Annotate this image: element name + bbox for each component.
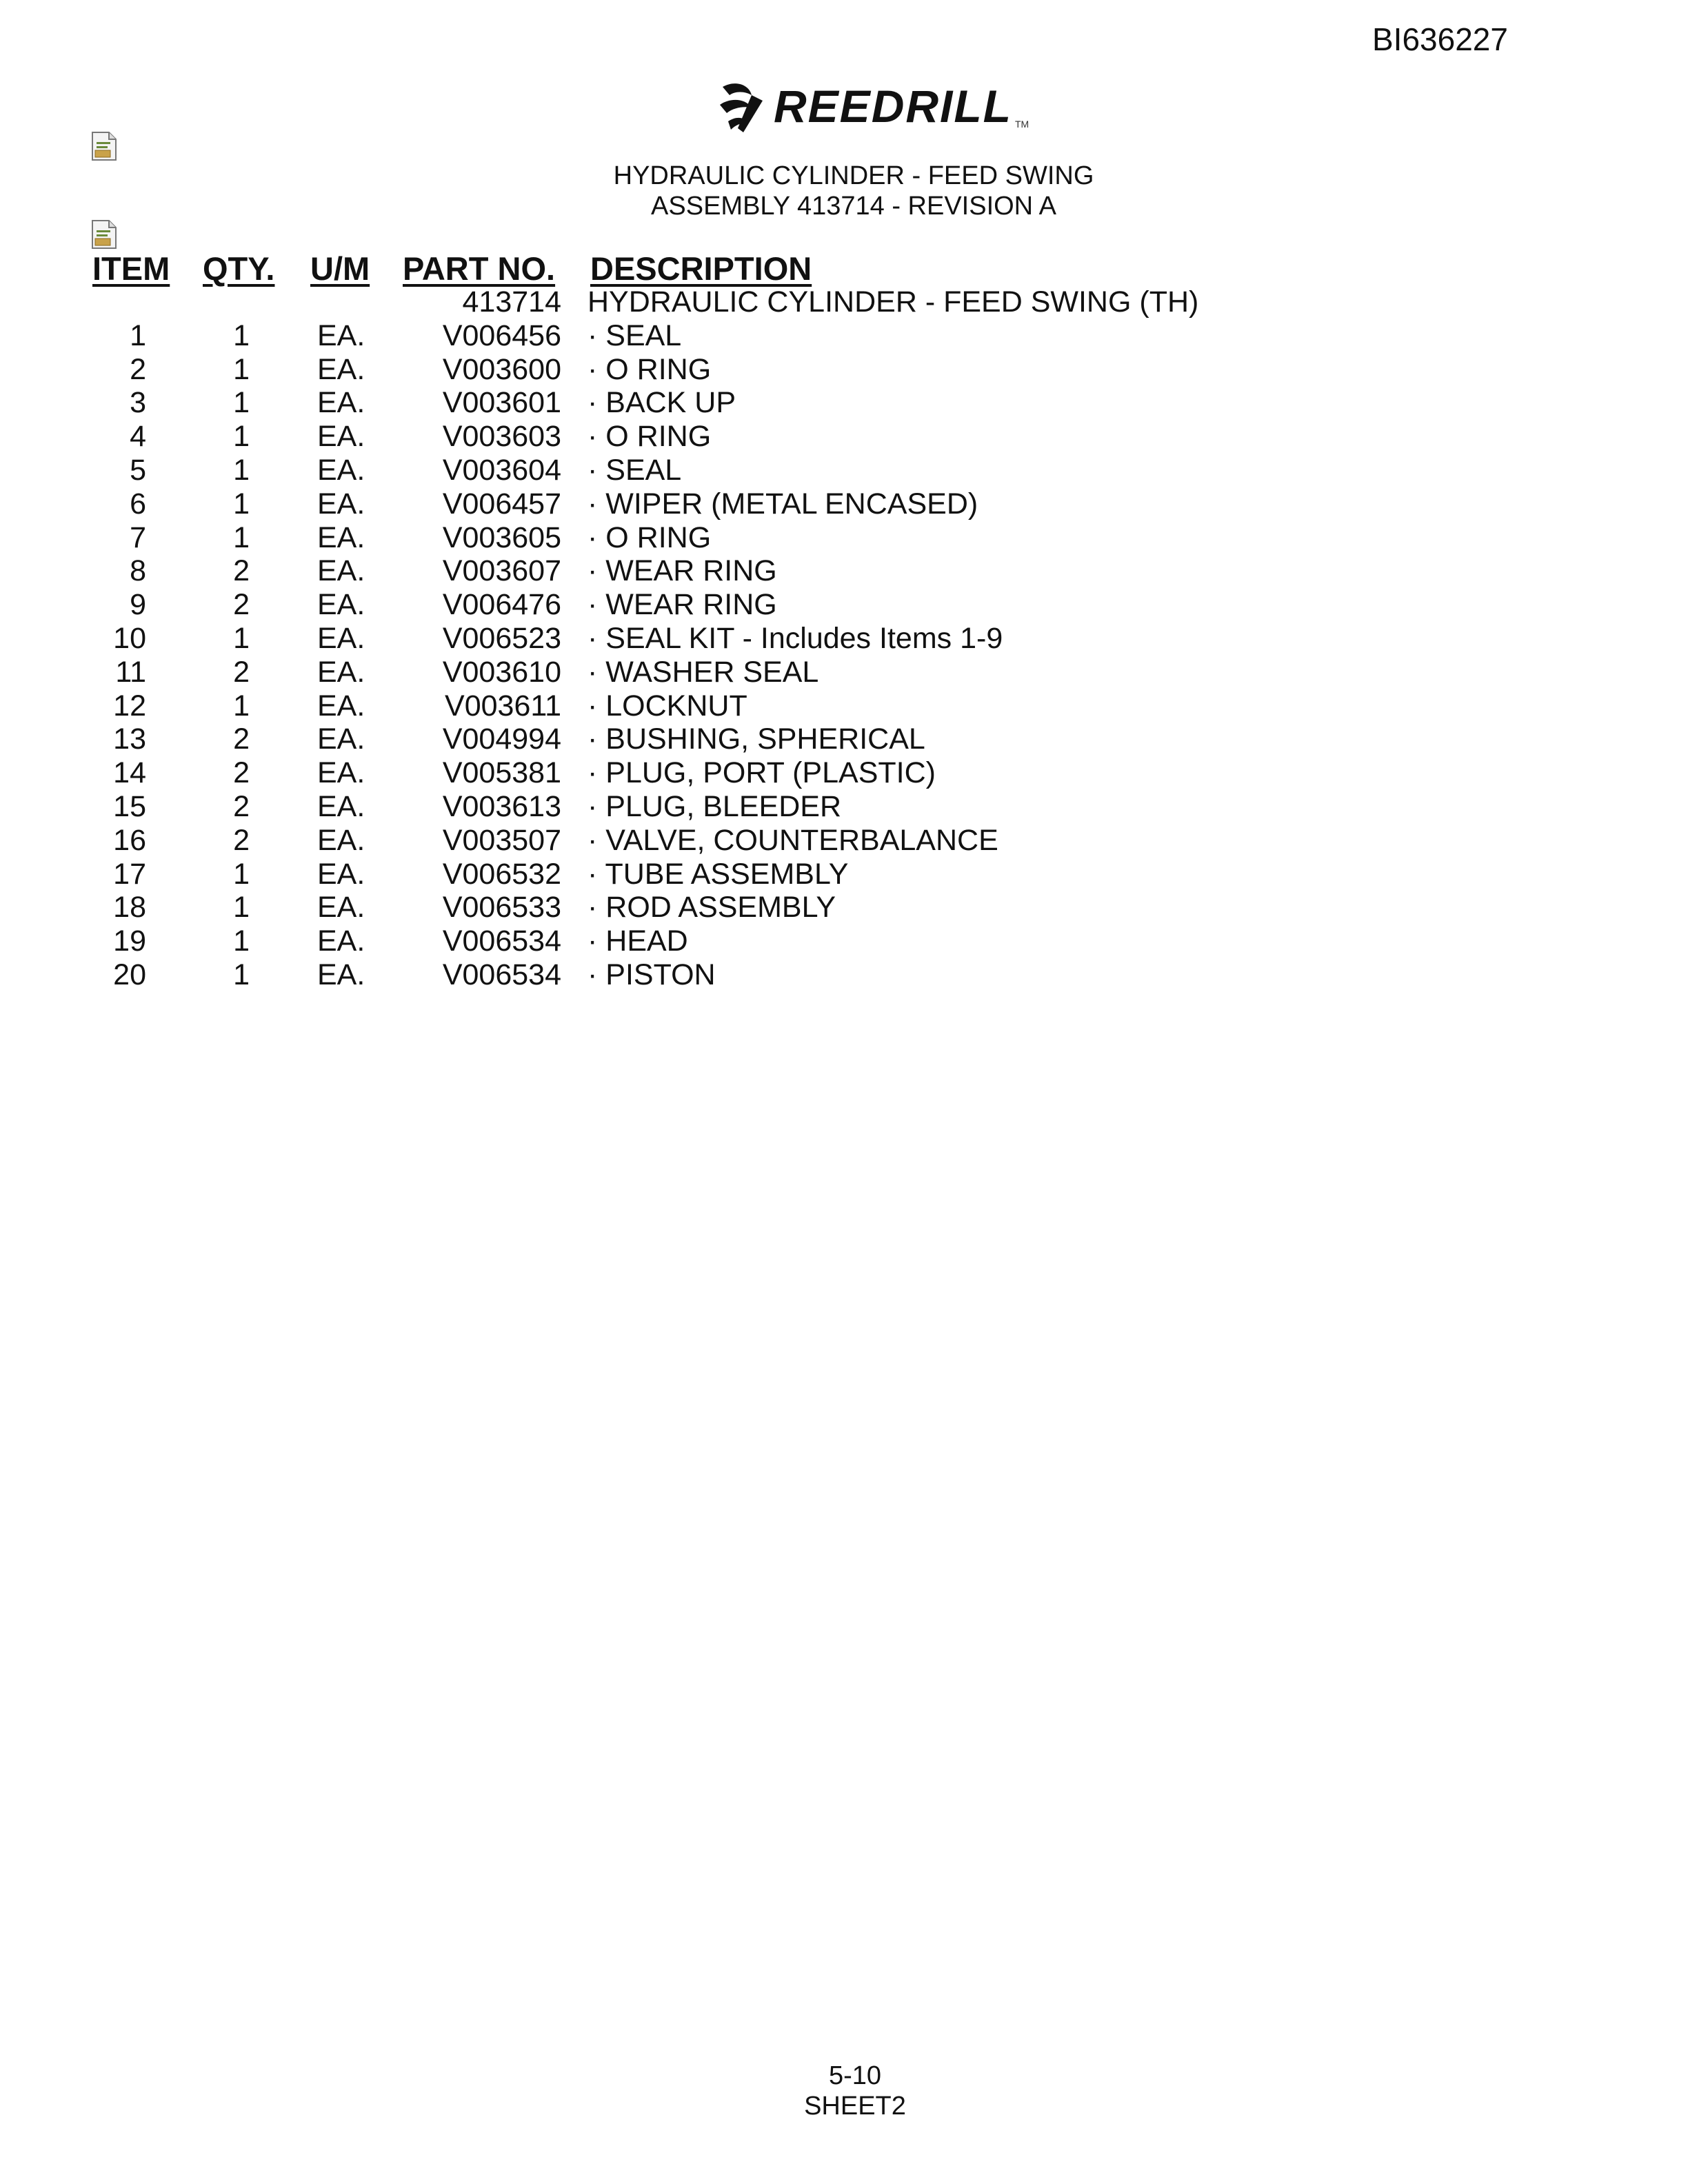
um-cell: EA. [317, 588, 365, 622]
part-no-cell: V006533 [442, 891, 561, 924]
um-cell: EA. [317, 722, 365, 756]
header-qty: QTY. [203, 250, 275, 287]
qty-cell: 1 [233, 487, 250, 520]
table-row [0, 756, 1688, 790]
um-cell: EA. [317, 924, 365, 958]
part-no-cell: V003611 [445, 689, 561, 722]
description-cell: · BACK UP [587, 386, 736, 420]
um-cell: EA. [317, 689, 365, 722]
table-row [0, 891, 1688, 924]
page-number: 5-10 [828, 2061, 882, 2090]
item-cell: 18 [113, 891, 146, 924]
description-cell: · O RING [587, 352, 712, 386]
um-cell: EA. [317, 453, 365, 487]
item-cell: 14 [113, 756, 146, 790]
table-row [0, 588, 1688, 622]
description-cell: · WASHER SEAL [587, 655, 819, 689]
item-cell: 15 [113, 789, 146, 823]
item-cell: 12 [113, 689, 146, 722]
table-row [0, 554, 1688, 588]
part-no-cell: V006476 [442, 588, 561, 622]
part-no-cell: V003507 [442, 823, 561, 857]
qty-cell: 1 [233, 453, 250, 487]
table-row [0, 622, 1688, 656]
qty-cell: 2 [233, 823, 250, 857]
sheet-label: SHEET2 [804, 2092, 906, 2121]
table-row [0, 420, 1688, 454]
part-no-cell: 413714 [462, 285, 561, 318]
qty-cell: 2 [233, 554, 250, 588]
qty-cell: 1 [233, 352, 250, 386]
part-no-cell: V003601 [442, 386, 561, 420]
part-no-cell: V003605 [442, 520, 561, 554]
table-row [0, 824, 1688, 858]
parts-list [0, 285, 1688, 992]
description-cell: · HEAD [587, 924, 688, 958]
table-row [0, 521, 1688, 555]
um-cell: EA. [317, 789, 365, 823]
qty-cell: 1 [233, 621, 250, 655]
description-cell: · VALVE, COUNTERBALANCE [587, 823, 998, 857]
item-cell: 10 [113, 621, 146, 655]
reedrill-logo [717, 73, 1029, 139]
part-no-cell: V006534 [442, 924, 561, 958]
document-link-icon[interactable] [91, 219, 117, 250]
um-cell: EA. [317, 823, 365, 857]
part-no-cell: V005381 [442, 756, 561, 790]
um-cell: EA. [317, 487, 365, 520]
item-cell: 7 [130, 520, 146, 554]
table-row [0, 656, 1688, 689]
part-no-cell: V006457 [442, 487, 561, 520]
part-no-cell: V006532 [442, 857, 561, 891]
table-row [0, 722, 1688, 756]
um-cell: EA. [317, 554, 365, 588]
part-no-cell: V003610 [442, 655, 561, 689]
header-item: ITEM [92, 250, 170, 287]
item-cell: 19 [113, 924, 146, 958]
description-cell: · SEAL KIT - Includes Items 1-9 [587, 621, 1003, 655]
table-row [0, 353, 1688, 387]
table-row [0, 858, 1688, 891]
description-cell: · PLUG, BLEEDER [587, 789, 841, 823]
trademark-mark: TM [1015, 119, 1029, 130]
item-cell: 11 [115, 655, 146, 689]
qty-cell: 1 [233, 958, 250, 991]
item-cell: 6 [130, 487, 146, 520]
title-line-2: ASSEMBLY 413714 - REVISION A [651, 192, 1056, 221]
header-um: U/M [310, 250, 370, 287]
item-cell: 9 [130, 588, 146, 622]
table-row [0, 285, 1688, 319]
um-cell: EA. [317, 958, 365, 991]
item-cell: 3 [130, 386, 146, 420]
qty-cell: 1 [233, 520, 250, 554]
part-no-cell: V003603 [442, 420, 561, 454]
item-cell: 4 [130, 420, 146, 454]
part-no-cell: V006534 [442, 958, 561, 991]
um-cell: EA. [317, 386, 365, 420]
um-cell: EA. [317, 891, 365, 924]
um-cell: EA. [317, 318, 365, 352]
title-line-1: HYDRAULIC CYLINDER - FEED SWING [613, 161, 1094, 190]
description-cell: · PLUG, PORT (PLASTIC) [587, 756, 936, 790]
description-cell: · TUBE ASSEMBLY [587, 857, 849, 891]
qty-cell: 1 [233, 924, 250, 958]
item-cell: 1 [130, 318, 146, 352]
um-cell: EA. [317, 756, 365, 790]
item-cell: 8 [130, 554, 146, 588]
description-cell: · O RING [587, 520, 712, 554]
description-cell: · ROD ASSEMBLY [587, 891, 836, 924]
logo-wordmark: REEDRILL [774, 81, 1012, 132]
qty-cell: 2 [233, 722, 250, 756]
table-row [0, 319, 1688, 353]
um-cell: EA. [317, 655, 365, 689]
qty-cell: 1 [233, 386, 250, 420]
item-cell: 2 [130, 352, 146, 386]
part-no-cell: V006523 [442, 621, 561, 655]
qty-cell: 1 [233, 420, 250, 454]
qty-cell: 2 [233, 655, 250, 689]
item-cell: 20 [113, 958, 146, 991]
table-row [0, 689, 1688, 723]
description-cell: HYDRAULIC CYLINDER - FEED SWING (TH) [587, 285, 1199, 318]
qty-cell: 1 [233, 689, 250, 722]
description-cell: · PISTON [587, 958, 716, 991]
description-cell: · WEAR RING [587, 588, 777, 622]
qty-cell: 2 [233, 588, 250, 622]
part-no-cell: V003604 [442, 453, 561, 487]
part-no-cell: V004994 [442, 722, 561, 756]
description-cell: · SEAL [587, 318, 682, 352]
table-row [0, 790, 1688, 824]
item-cell: 5 [130, 453, 146, 487]
part-no-cell: V003607 [442, 554, 561, 588]
description-cell: · LOCKNUT [587, 689, 747, 722]
item-cell: 13 [113, 722, 146, 756]
table-row [0, 487, 1688, 521]
qty-cell: 1 [233, 318, 250, 352]
document-id: BI636227 [1372, 21, 1508, 57]
drill-bit-icon [717, 77, 770, 135]
qty-cell: 2 [233, 756, 250, 790]
header-description: DESCRIPTION [590, 250, 812, 287]
um-cell: EA. [317, 352, 365, 386]
part-no-cell: V003600 [442, 352, 561, 386]
um-cell: EA. [317, 420, 365, 454]
document-link-icon[interactable] [91, 131, 117, 161]
description-cell: · WEAR RING [587, 554, 777, 588]
table-row [0, 958, 1688, 992]
description-cell: · WIPER (METAL ENCASED) [587, 487, 978, 520]
qty-cell: 1 [233, 857, 250, 891]
qty-cell: 1 [233, 891, 250, 924]
table-row [0, 386, 1688, 420]
qty-cell: 2 [233, 789, 250, 823]
um-cell: EA. [317, 857, 365, 891]
part-no-cell: V006456 [442, 318, 561, 352]
header-part-no: PART NO. [403, 250, 556, 287]
item-cell: 17 [113, 857, 146, 891]
table-row [0, 924, 1688, 958]
description-cell: · O RING [587, 420, 712, 454]
description-cell: · SEAL [587, 453, 682, 487]
um-cell: EA. [317, 621, 365, 655]
part-no-cell: V003613 [442, 789, 561, 823]
table-row [0, 454, 1688, 487]
description-cell: · BUSHING, SPHERICAL [587, 722, 925, 756]
item-cell: 16 [113, 823, 146, 857]
um-cell: EA. [317, 520, 365, 554]
